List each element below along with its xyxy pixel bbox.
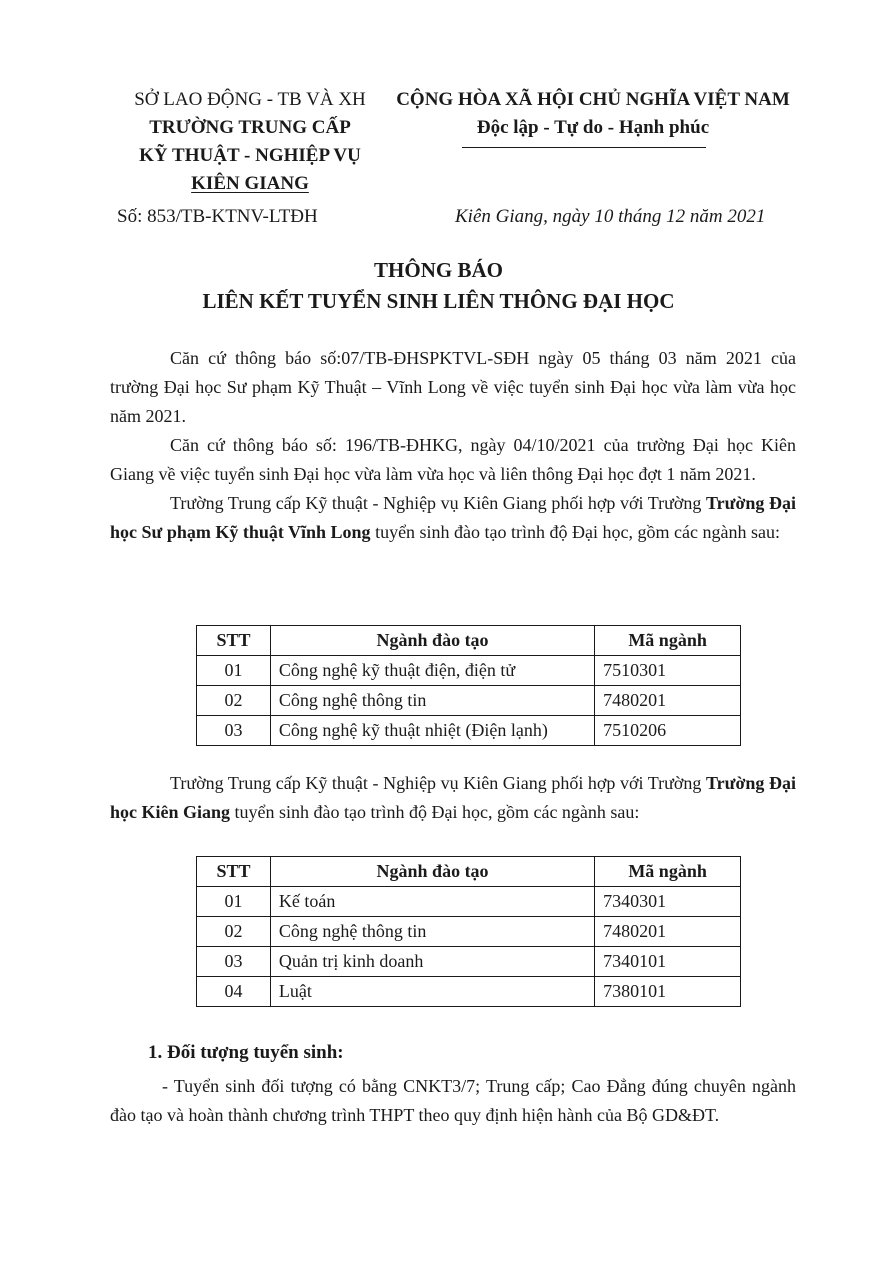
cell-stt: 02 <box>197 686 271 716</box>
cell-major: Luật <box>270 977 594 1007</box>
national-motto: Độc lập - Tự do - Hạnh phúc <box>476 117 710 138</box>
cell-code: 7510301 <box>595 656 741 686</box>
table-row <box>197 656 741 686</box>
table-row <box>197 686 741 716</box>
cell-stt: 04 <box>197 977 271 1007</box>
cell-major: Công nghệ kỹ thuật điện, điện tử <box>270 656 594 686</box>
majors-table-1 <box>196 625 741 746</box>
paragraph-partner-1 <box>110 489 796 547</box>
cell-major: Công nghệ kỹ thuật nhiệt (Điện lạnh) <box>270 716 594 746</box>
school-name-line3: KIÊN GIANG <box>191 173 309 194</box>
cell-code: 7380101 <box>595 977 741 1007</box>
cell-stt: 02 <box>197 917 271 947</box>
school-name-line2: KỸ THUẬT - NGHIỆP VỤ <box>139 145 361 166</box>
paragraph-partner-2 <box>110 769 796 827</box>
cell-major: Quản trị kinh doanh <box>270 947 594 977</box>
document-number: Số: 853/TB-KTNV-LTĐH <box>117 206 318 227</box>
motto-underline <box>462 147 706 148</box>
country-name: CỘNG HÒA XÃ HỘI CHỦ NGHĨA VIỆT NAM <box>396 89 790 110</box>
header-code: Mã ngành <box>595 857 741 887</box>
table-header-row <box>197 857 741 887</box>
ministry-name: SỞ LAO ĐỘNG - TB VÀ XH <box>134 89 366 110</box>
table-row <box>197 887 741 917</box>
paragraph-partner-2-lead: Trường Trung cấp Kỹ thuật - Nghiệp vụ Kiên Giang phối hợp với Trường <box>170 773 706 793</box>
cell-code: 7480201 <box>595 917 741 947</box>
table-row <box>197 947 741 977</box>
table-header-row <box>197 626 741 656</box>
header-major: Ngành đào tạo <box>270 857 594 887</box>
cell-major: Kế toán <box>270 887 594 917</box>
section-text: - Tuyển sinh đối tượng có bằng CNKT3/7; Trung cấp; Cao Đẳng đúng chuyên ngành đào tạo và hoàn thành chương trình THPT theo quy định hiện hành của Bộ GD&ĐT. <box>110 1076 796 1125</box>
header-code: Mã ngành <box>595 626 741 656</box>
paragraph-basis-2: Căn cứ thông báo số: 196/TB-ĐHKG, ngày 04/10/2021 của trường Đại học Kiên Giang về việc tuyển sinh Đại học vừa làm vừa học và liên thông Đại học đợt 1 năm 2021. <box>110 435 796 484</box>
notice-subtitle: LIÊN KẾT TUYỂN SINH LIÊN THÔNG ĐẠI HỌC <box>202 289 675 313</box>
document-date: Kiên Giang, ngày 10 tháng 12 năm 2021 <box>455 206 766 227</box>
national-heading <box>383 86 803 142</box>
table-row <box>197 716 741 746</box>
majors-table-2 <box>196 856 741 1007</box>
table-row <box>197 917 741 947</box>
paragraph-partner-1-tail: tuyển sinh đào tạo trình độ Đại học, gồm các ngành sau: <box>370 522 780 542</box>
section-heading: 1. Đối tượng tuyển sinh: <box>148 1042 344 1063</box>
header-stt: STT <box>197 857 271 887</box>
cell-code: 7480201 <box>595 686 741 716</box>
cell-major: Công nghệ thông tin <box>270 686 594 716</box>
paragraph-basis-1: Căn cứ thông báo số:07/TB-ĐHSPKTVL-SĐH ngày 05 tháng 03 năm 2021 của trường Đại học Sư phạm Kỹ Thuật – Vĩnh Long về việc tuyển sinh Đại học vừa làm vừa học năm 2021. <box>110 348 796 426</box>
table-row <box>197 977 741 1007</box>
section-body <box>110 1072 796 1130</box>
partner-school-2: Trường Đại học Kiên Giang <box>110 773 796 822</box>
school-name-line1: TRƯỜNG TRUNG CẤP <box>149 117 351 138</box>
cell-stt: 03 <box>197 947 271 977</box>
cell-code: 7510206 <box>595 716 741 746</box>
body-paragraphs-1 <box>110 344 796 547</box>
cell-stt: 01 <box>197 887 271 917</box>
cell-code: 7340101 <box>595 947 741 977</box>
cell-code: 7340301 <box>595 887 741 917</box>
header-major: Ngành đào tạo <box>270 626 594 656</box>
header-stt: STT <box>197 626 271 656</box>
paragraph-partner-1-lead: Trường Trung cấp Kỹ thuật - Nghiệp vụ Kiên Giang phối hợp với Trường <box>170 493 706 513</box>
issuing-agency <box>100 86 400 198</box>
paragraph-partner-2-tail: tuyển sinh đào tạo trình độ Đại học, gồm các ngành sau: <box>230 802 640 822</box>
body-paragraphs-2 <box>110 769 796 827</box>
notice-title: THÔNG BÁO <box>374 258 503 282</box>
partner-school-1: Trường Đại học Sư phạm Kỹ thuật Vĩnh Long <box>110 493 796 542</box>
cell-stt: 03 <box>197 716 271 746</box>
cell-major: Công nghệ thông tin <box>270 917 594 947</box>
cell-stt: 01 <box>197 656 271 686</box>
